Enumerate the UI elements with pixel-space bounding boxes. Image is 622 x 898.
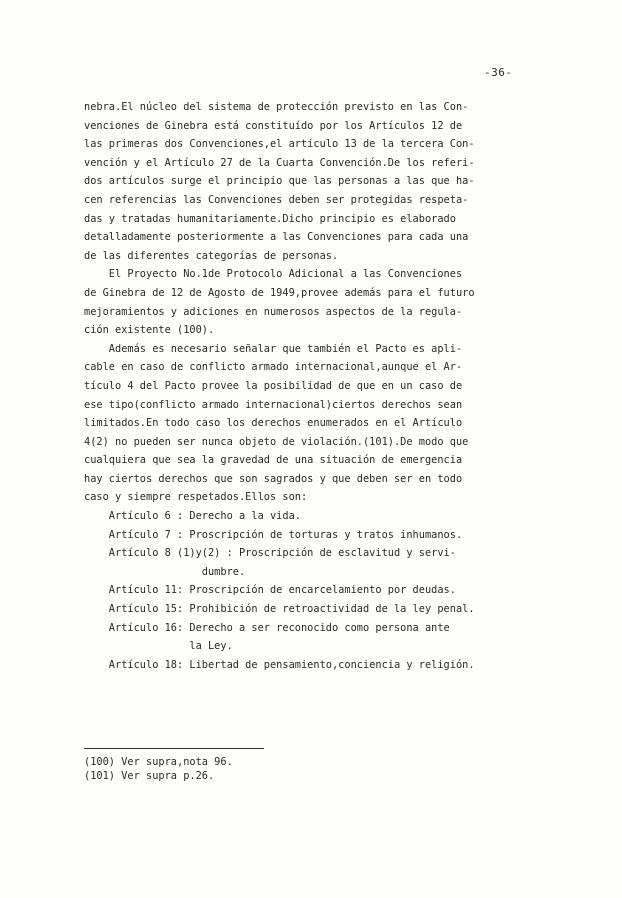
text-line: hay ciertos derechos que son sagrados y que deben ser en todo [84, 472, 463, 485]
list-item: Artículo 11: Proscripción de encarcelamiento por deudas. [84, 584, 456, 597]
text-line: cable en caso de conflicto armado internacional,aunque el Ar- [84, 361, 463, 374]
text-line: tículo 4 del Pacto provee la posibilidad de que en un caso de [84, 379, 463, 392]
footnote: (101) Ver supra p.26. [84, 770, 215, 782]
text-line: cualquiera que sea la gravedad de una situación de emergencia [84, 454, 463, 467]
text-line: ción existente (100). [84, 324, 215, 337]
text-line: Además es necesario señalar que también el Pacto es apli- [84, 342, 463, 355]
text-line: ese tipo(conflicto armado internacional)ciertos derechos sean [84, 398, 463, 411]
text-line: caso y siempre respetados.Ellos son: [84, 491, 308, 504]
text-line: cen referencias las Convenciones deben ser protegidas respeta- [84, 193, 469, 206]
text-line: 4(2) no pueden ser nunca objeto de violación.(101).De modo que [84, 435, 469, 448]
text-line: das y tratadas humanitariamente.Dicho principio es elaborado [84, 212, 456, 225]
text-line: limitados.En todo caso los derechos enumerados en el Artículo [84, 417, 463, 430]
list-item: Artículo 15: Prohibición de retroactividad de la ley penal. [84, 603, 475, 616]
text-line: El Proyecto No.1de Protocolo Adicional a las Convenciones [84, 268, 463, 281]
text-line: dos artículos surge el principio que las personas a las que ha- [84, 175, 475, 188]
text-line: vención y el Artículo 27 de la Cuarta Convención.De los referi- [84, 156, 475, 169]
list-item: la Ley. [84, 640, 233, 653]
list-item: Artículo 8 (1)y(2) : Proscripción de esclavitud y servi- [84, 547, 456, 560]
list-item: Artículo 18: Libertad de pensamiento,conciencia y religión. [84, 658, 475, 671]
list-item: Artículo 7 : Proscripción de torturas y tratos inhumanos. [84, 528, 463, 541]
footnote: (100) Ver supra,nota 96. [84, 756, 233, 768]
text-line: mejoramientos y adiciones en numerosos aspectos de la regula- [84, 305, 463, 318]
text-line: venciones de Ginebra está constituído por los Artículos 12 de [84, 119, 463, 132]
list-item: Artículo 6 : Derecho a la vida. [84, 510, 301, 523]
text-line: nebra.El núcleo del sistema de protección previsto en las Con- [84, 101, 469, 113]
list-item: Artículo 16: Derecho a ser reconocido como persona ante [84, 621, 450, 634]
text-line: detalladamente posteriormente a las Convenciones para cada una [84, 231, 469, 244]
text-line: de las diferentes categorías de personas. [84, 249, 339, 262]
footnotes [84, 755, 233, 783]
body-text [84, 98, 554, 674]
footnote-divider [84, 748, 264, 749]
page-number: -36- [484, 66, 513, 79]
list-item: dumbre. [84, 565, 246, 578]
text-line: de Ginebra de 12 de Agosto de 1949,provee además para el futuro [84, 286, 475, 299]
text-line: las primeras dos Convenciones,el artículo 13 de la tercera Con- [84, 138, 475, 151]
